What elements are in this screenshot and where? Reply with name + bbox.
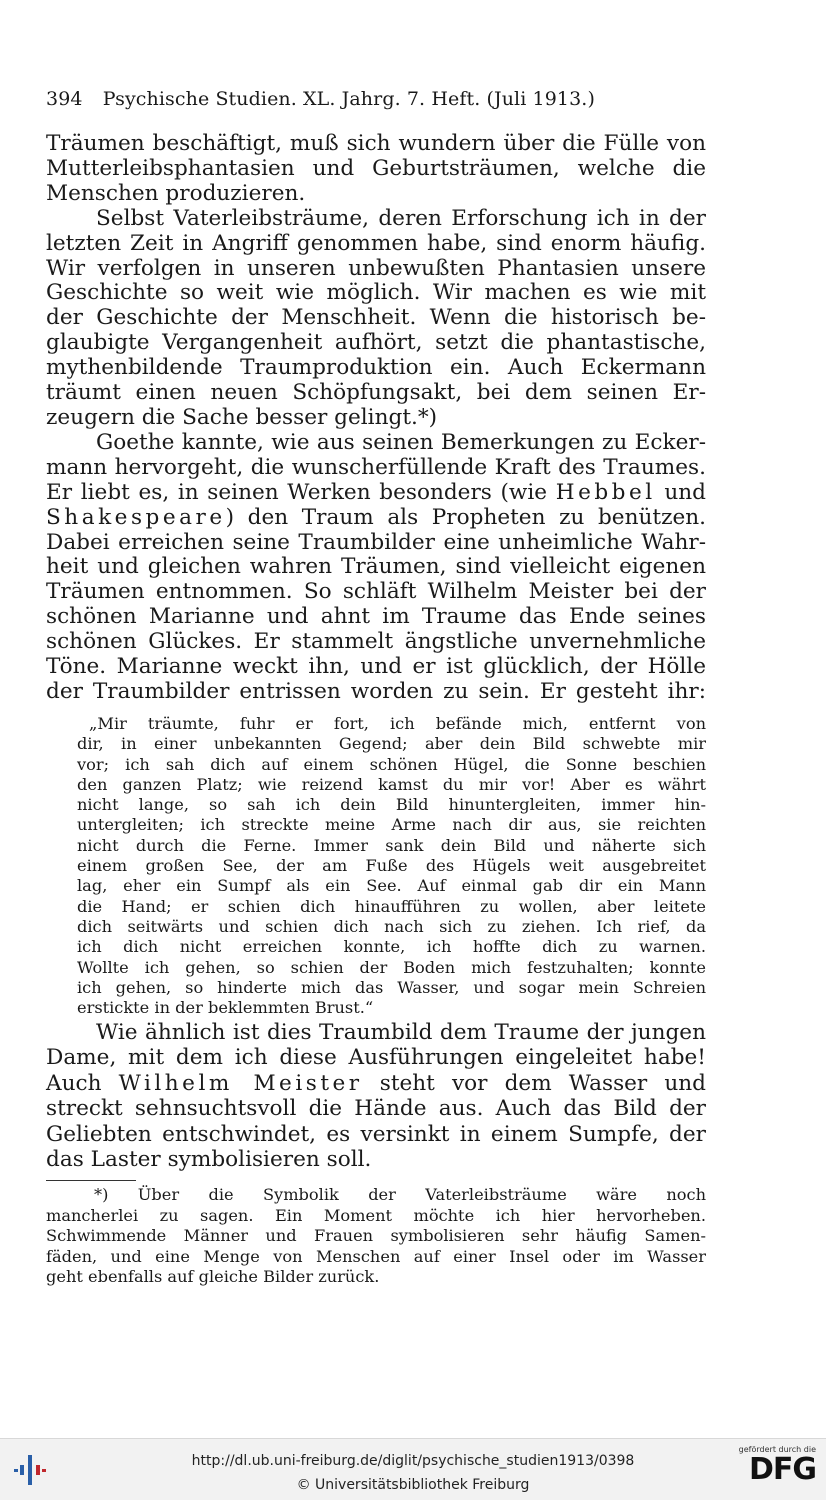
viewer-footer xyxy=(0,1438,826,1500)
dfg-tagline: gefördert durch die xyxy=(738,1445,816,1454)
text-line: der Geschichte der Menschheit. Wenn die historisch be- xyxy=(46,305,706,331)
text-line: glaubigte Vergangenheit aufhört, setzt die phantastische, xyxy=(46,330,706,356)
text-segment: Auch xyxy=(46,1070,102,1096)
spaced-name-shakespeare: Shakespeare xyxy=(46,504,226,530)
text-line: schönen Marianne und ahnt im Traume das Ende seines xyxy=(46,604,706,630)
footnote-line: *) Über die Symbolik der Vaterleibsträume wäre noch xyxy=(94,1185,706,1204)
text-line: der Traumbilder entrissen worden zu sein. Er gesteht ihr: xyxy=(46,678,706,704)
text-line: Träumen beschäftigt, muß sich wundern über die Fülle von xyxy=(46,131,706,156)
quote-line: dir, in einer unbekannten Gegend; aber dein Bild schwebte mir xyxy=(77,734,706,754)
quote-line: den ganzen Platz; wie reizend kamst du mir vor! Aber es währt xyxy=(77,774,706,794)
quote-line: nicht durch die Ferne. Immer sank dein Bild und näherte sich xyxy=(77,835,706,855)
spaced-name-wilhelm-meister: Wilhelm Meister xyxy=(118,1070,363,1096)
text-line: Dabei erreichen seine Traumbilder eine unheimliche Wahr- xyxy=(46,529,706,555)
quote-line: lag, eher ein Sumpf als ein See. Auf einmal gab dir ein Mann xyxy=(77,876,706,896)
quote-line: Wollte ich gehen, so schien der Boden mich festzuhalten; konnte xyxy=(77,957,706,977)
text-line: das Laster symbolisieren soll. xyxy=(46,1147,372,1173)
text-line: Wir verfolgen in unseren unbewußten Phantasien unsere xyxy=(46,255,706,281)
text-line: Goethe kannte, wie aus seinen Bemerkungen zu Ecker- xyxy=(96,429,706,455)
footnote-line: fäden, und eine Menge von Menschen auf einer Insel oder im Wasser xyxy=(46,1246,706,1266)
text-line xyxy=(46,506,706,531)
text-line: Träumen entnommen. So schläft Wilhelm Meister bei der xyxy=(46,579,706,605)
text-line: mythenbildende Traumproduktion ein. Auch Eckermann xyxy=(46,355,706,381)
text-segment: ) den Traum als Propheten zu benützen. xyxy=(225,504,706,530)
dfg-logo xyxy=(726,1445,816,1495)
text-line: zeugern die Sache besser gelingt.*) xyxy=(46,404,438,430)
text-line xyxy=(46,1071,706,1096)
text-line: Geschichte so weit wie möglich. Wir machen es wie mit xyxy=(46,280,706,306)
quote-line: die Hand; er schien dich hinaufführen zu wollen, aber leitete xyxy=(77,896,706,916)
running-title: Psychische Studien. XL. Jahrg. 7. Heft. (Juli 1913.) xyxy=(102,88,595,110)
quote-line: einem großen See, der am Fuße des Hügels weit ausgebreitet xyxy=(77,856,706,876)
text-line: Geliebten entschwindet, es versinkt in einem Sumpfe, der xyxy=(46,1121,706,1147)
text-line: Selbst Vaterleibsträume, deren Erforschung ich in der xyxy=(96,205,706,231)
copyright-notice: © Universitätsbibliothek Freiburg xyxy=(296,1477,530,1493)
footnote-line: mancherlei zu sagen. Ein Moment möchte ich hier hervorheben. xyxy=(46,1205,706,1225)
text-line: Wie ähnlich ist dies Traumbild dem Traume der jungen xyxy=(96,1020,706,1045)
quote-line: vor; ich sah dich auf einem schönen Hügel, die Sonne beschien xyxy=(77,754,706,774)
text-segment: Er liebt es, in seinen Werken besonders (wie xyxy=(46,479,548,505)
footnote-line: geht ebenfalls auf gleiche Bilder zurück. xyxy=(46,1267,380,1286)
text-line: heit und gleichen wahren Träumen, sind vielleicht eigenen xyxy=(46,554,706,580)
text-segment: steht vor dem Wasser und xyxy=(379,1070,706,1096)
text-line: träumt einen neuen Schöpfungsakt, bei dem seinen Er- xyxy=(46,380,706,406)
footnote-line: Schwimmende Männer und Frauen symbolisieren sehr häufig Samen- xyxy=(46,1226,706,1245)
footnote xyxy=(46,1185,706,1288)
text-line: streckt sehnsuchtsvoll die Hände aus. Auch das Bild der xyxy=(46,1096,706,1122)
quote-line: „Mir träumte, fuhr er fort, ich befände mich, entfernt von xyxy=(89,714,706,733)
spaced-name-hebbel: Hebbel xyxy=(555,479,656,505)
footnote-rule xyxy=(46,1180,136,1181)
body-text-bottom xyxy=(46,1020,706,1172)
text-line: letzten Zeit in Angriff genommen habe, sind enorm häufig. xyxy=(46,230,706,256)
text-line: Töne. Marianne weckt ihn, und er ist glücklich, der Hölle xyxy=(46,654,706,680)
text-line: Mutterleibsphantasien und Geburtsträumen, welche die xyxy=(46,155,706,181)
permalink-url[interactable]: http://dl.ub.uni-freiburg.de/diglit/psychische_studien1913/0398 xyxy=(191,1453,635,1469)
quote-line: dich seitwärts und schien dich nach sich zu ziehen. Ich rief, da xyxy=(77,916,706,936)
page-number: 394 xyxy=(46,88,83,110)
text-line: schönen Glückes. Er stammelt ängstliche unvernehmliche xyxy=(46,629,706,655)
running-head xyxy=(46,88,746,110)
quote-line: nicht lange, so sah ich dein Bild hinuntergleiten, immer hin- xyxy=(77,795,706,815)
text-line: Dame, mit dem ich diese Ausführungen eingeleitet habe! xyxy=(46,1045,706,1071)
text-line xyxy=(46,481,706,506)
quote-line: untergleiten; ich streckte meine Arme nach dir aus, sie reichten xyxy=(77,815,706,835)
quote-line: erstickte in der beklemmten Brust.“ xyxy=(77,998,374,1018)
quote-line: ich gehen, so hinderte mich das Wasser, und sogar mein Schreien xyxy=(77,977,706,997)
body-text-top xyxy=(46,132,706,705)
text-line: Menschen produzieren. xyxy=(46,180,306,206)
block-quote xyxy=(77,714,706,1018)
quote-line: ich dich nicht erreichen konnte, ich hoffte dich zu warnen. xyxy=(77,937,706,957)
text-segment: und xyxy=(664,479,706,505)
text-line: mann hervorgeht, die wunscherfüllende Kraft des Traumes. xyxy=(46,454,706,480)
dfg-logo-mark: DFG xyxy=(748,1452,816,1487)
